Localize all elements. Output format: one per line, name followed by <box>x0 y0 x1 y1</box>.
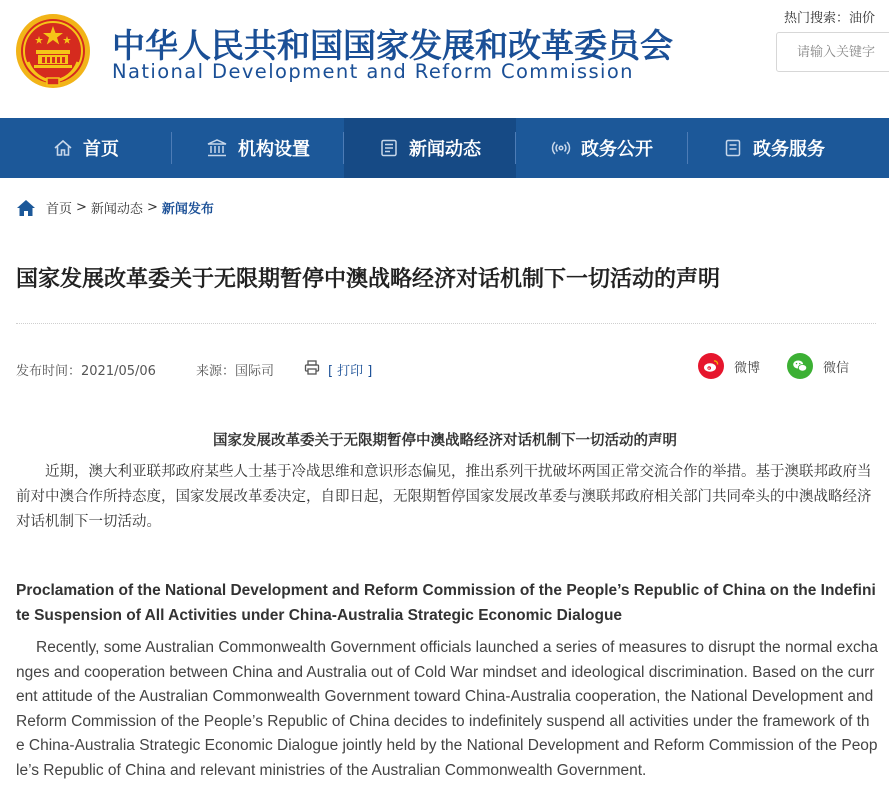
hot-search <box>784 7 875 26</box>
share-weibo-label: 微博 <box>734 360 761 376</box>
site-title-cn[interactable]: 中华人民共和国国家发展和改革委员会 <box>112 26 673 65</box>
article-paragraph-cn: 近期，澳大利亚联邦政府某些人士基于冷战思维和意识形态偏见，推出系列干扰破坏两国正常交流合作的举措。基于澳联邦政府当前对中澳合作所持态度，国家发展改革委决定，自即日起，无限期暂停国家发展改革委与澳联邦政府相关部门共同牵头的中澳战略经济对话机制下一切活动。 <box>16 464 872 530</box>
nav-item-services[interactable] <box>688 118 860 178</box>
home-icon <box>53 138 73 158</box>
nav-item-public-affairs[interactable] <box>516 118 688 178</box>
search-input[interactable] <box>777 33 889 71</box>
nav-label-services: 政务服务 <box>753 139 825 160</box>
printer-icon <box>304 360 320 379</box>
nav-item-news[interactable] <box>344 118 516 178</box>
home-icon[interactable] <box>16 199 36 217</box>
main-nav <box>0 118 889 178</box>
nav-label-news: 新闻动态 <box>409 139 481 160</box>
wechat-icon <box>787 353 813 379</box>
share-weibo-button[interactable] <box>698 353 760 379</box>
print-button[interactable] <box>304 360 372 379</box>
news-icon <box>379 138 399 158</box>
print-label: [ 打印 ] <box>327 364 373 379</box>
search-box[interactable] <box>776 32 889 72</box>
building-icon <box>206 138 228 158</box>
nav-item-home[interactable] <box>0 118 172 178</box>
share-wechat-label: 微信 <box>823 360 850 376</box>
breadcrumb <box>16 198 214 217</box>
nav-label-home: 首页 <box>83 139 119 160</box>
broadcast-icon <box>551 138 571 158</box>
article-heading-cn-text: 国家发展改革委关于无限期暂停中澳战略经济对话机制下一切活动的声明 <box>213 433 677 449</box>
publish-time: 发布时间：2021/05/06 <box>16 364 156 379</box>
share-wechat-button[interactable] <box>787 353 849 379</box>
site-title-en[interactable]: National Development and Reform Commission <box>112 60 634 83</box>
breadcrumb-separator: > <box>146 200 158 215</box>
hot-search-keyword[interactable]: 油价 <box>848 11 875 26</box>
hot-search-label: 热门搜索： <box>783 11 849 26</box>
breadcrumb-separator: > <box>76 200 87 215</box>
nav-label-public-affairs: 政务公开 <box>581 139 653 160</box>
breadcrumb-home[interactable]: 首页 <box>46 202 73 217</box>
national-emblem-icon[interactable] <box>14 12 92 90</box>
site-header <box>0 0 889 118</box>
divider <box>16 323 876 324</box>
nav-label-organization: 机构设置 <box>238 139 310 160</box>
article-meta <box>16 360 372 379</box>
article-source: 来源：国际司 <box>195 364 274 379</box>
breadcrumb-current[interactable]: 新闻发布 <box>161 202 214 217</box>
article-heading-cn <box>0 429 860 450</box>
document-icon <box>723 138 743 158</box>
breadcrumb-section[interactable]: 新闻动态 <box>90 202 143 217</box>
page-title: 国家发展改革委关于无限期暂停中澳战略经济对话机制下一切活动的声明 <box>16 267 721 292</box>
weibo-icon <box>698 353 724 379</box>
nav-item-organization[interactable] <box>172 118 344 178</box>
article-paragraph-en: Recently, some Australian Commonwealth Government officials launched a series of measures to disrupt the normal exchanges and cooperation between China and Australia out of Cold War mindset and ideological discrimination. Based on the current attitude of the Australian Commonwealth Government toward China-Australia cooperation, the National Development and Reform Commission of the People’s Republic of China decides to indefinitely suspend all activities under the framework of the China-Australia Strategic Economic Dialogue jointly held by the National Development and Reform Commission of the People’s Republic of China and relevant ministries of the Australian Commonwealth Government. <box>16 639 879 779</box>
article-heading-en: Proclamation of the National Development and Reform Commission of the People’s Republic of China on the Indefinite Suspension of All Activities under China-Australia Strategic Economic Dialogue <box>16 582 876 624</box>
